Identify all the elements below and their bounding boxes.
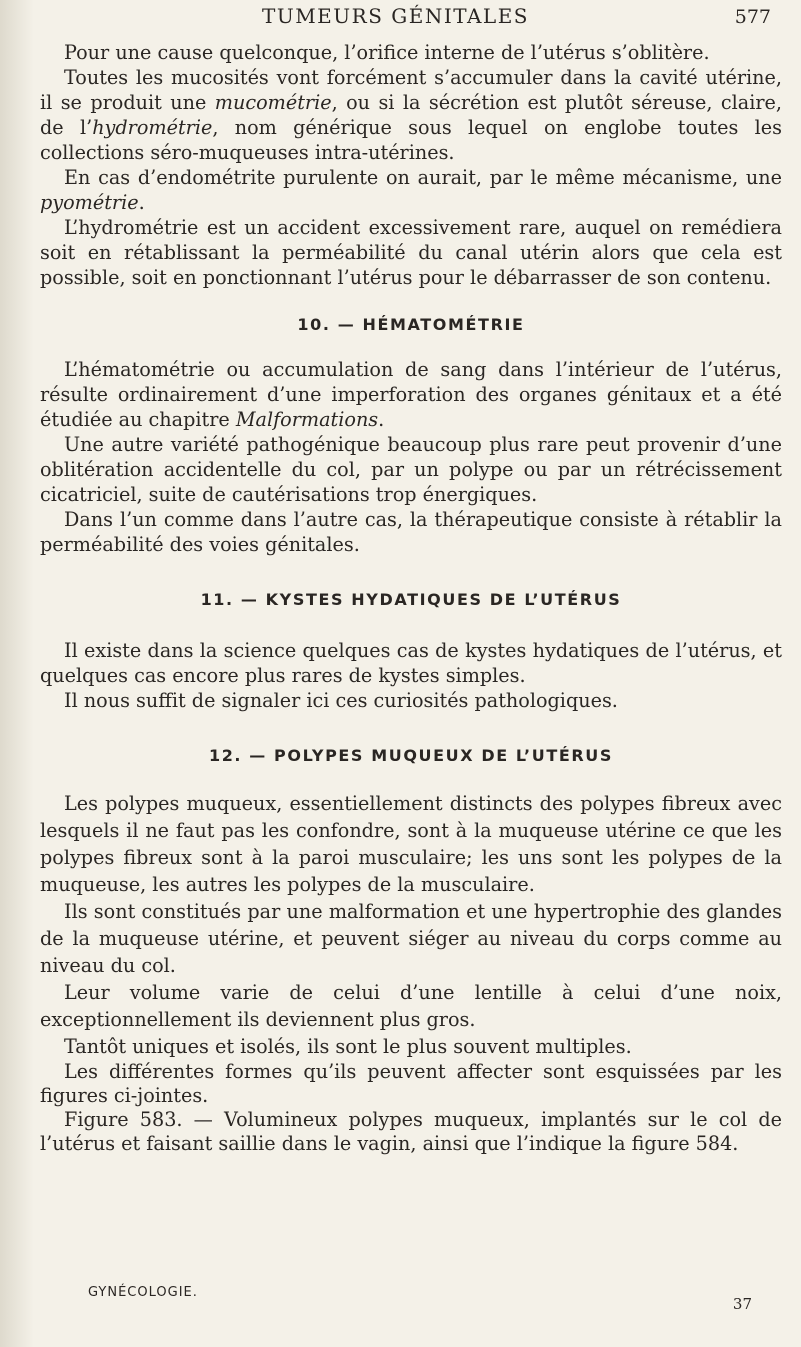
binding-shadow (0, 0, 34, 1347)
section-12-text (40, 790, 782, 1060)
text-run: Toutes les mucosités vont forcément s’accumuler dans la cavité utérine, il se produit une (40, 66, 782, 114)
section-paragraph: Une autre variété pathogénique beaucoup plus rare peut provenir d’une oblitération accidentelle du col, par un polype ou par un rétrécissement cicatriciel, suite de cautérisations trop énergiques. (40, 433, 782, 506)
intro-paragraph: Pour une cause quelconque, l’orifice interne de l’utérus s’oblitère. (64, 41, 710, 64)
page-footer (40, 1283, 782, 1323)
text-run: . (378, 408, 385, 431)
term-hydrometrie: hydrométrie (92, 116, 213, 139)
term-mucometrie: mucométrie (214, 91, 332, 114)
section-heading: 12. — POLYPES MUQUEUX DE L’UTÉRUS (208, 746, 614, 765)
section-paragraph: Il nous suffit de signaler ici ces curiosités pathologiques. (64, 689, 618, 712)
section-paragraph: Dans l’un comme dans l’autre cas, la thérapeutique consiste à rétablir la perméabilité des voies génitales. (40, 508, 782, 556)
page-header (0, 4, 801, 34)
text-run: , nom générique sous lequel on englobe toutes les collections séro-muqueuses intra-utérines. (40, 116, 782, 164)
intro-paragraph (40, 65, 782, 165)
signature-mark: 37 (732, 1295, 752, 1313)
text-run: , ou si la sécrétion est plutôt séreuse, claire, de l’ (40, 91, 783, 139)
section-paragraph: Ils sont constitués par une malformation et une hypertrophie des glandes de la muqueuse utérine, et peuvent siéger au niveau du corps comme au niveau du col. (40, 900, 782, 977)
figure-caption: Figure 583. — Volumineux polypes muqueux, implantés sur le col de l’utérus et faisant saillie dans le vagin, ainsi que l’indique la figure 584. (40, 1108, 782, 1155)
page-number: 577 (734, 6, 771, 28)
intro-paragraph: L’hydrométrie est un accident excessivement rare, auquel on remédiera soit en rétablissant la perméabilité du canal utérin alors que cela est possible, soit en ponctionnant l’utérus pour le débarrasser de son contenu. (40, 216, 782, 289)
figure-notes (40, 1060, 782, 1156)
section-paragraph: Leur volume varie de celui d’une lentille à celui d’une noix, exceptionnellement ils deviennent plus gros. (40, 981, 782, 1031)
text-run: En cas d’endométrite purulente on aurait, par le même mécanisme, une (64, 166, 782, 189)
book-title-footer: GYNÉCOLOGIE. (88, 1285, 198, 1300)
section-heading: 10. — HÉMATOMÉTRIE (297, 315, 525, 334)
term-pyometrie: pyométrie (40, 191, 139, 214)
section-paragraph: Tantôt uniques et isolés, ils sont le plus souvent multiples. (64, 1035, 632, 1058)
section-paragraph: Il existe dans la science quelques cas de kystes hydatiques de l’utérus, et quelques cas encore plus rares de kystes simples. (40, 639, 782, 687)
chapter-reference: Malformations (235, 408, 379, 431)
section-paragraph: Les polypes muqueux, essentiellement distincts des polypes fibreux avec lesquels il ne faut pas les confondre, sont à la muqueuse utérine ce que les polypes fibreux sont à la paroi musculaire; les uns sont les polypes de la muqueuse, les autres les polypes de la musculaire. (40, 792, 782, 896)
section-heading: 11. — KYSTES HYDATIQUES DE L’UTÉRUS (200, 590, 622, 609)
running-title: TUMEURS GÉNITALES (262, 4, 529, 28)
page-body (40, 40, 782, 1156)
section-paragraph (40, 357, 782, 432)
text-run: L’hématométrie ou accumulation de sang dans l’intérieur de l’utérus, résulte ordinairement d’une imperforation des organes génitaux et a été étudiée au chapitre (40, 358, 782, 431)
text-run: . (138, 191, 145, 214)
section-paragraph: Les différentes formes qu’ils peuvent affecter sont esquissées par les figures ci-jointes. (40, 1060, 782, 1107)
intro-paragraph (40, 165, 782, 215)
